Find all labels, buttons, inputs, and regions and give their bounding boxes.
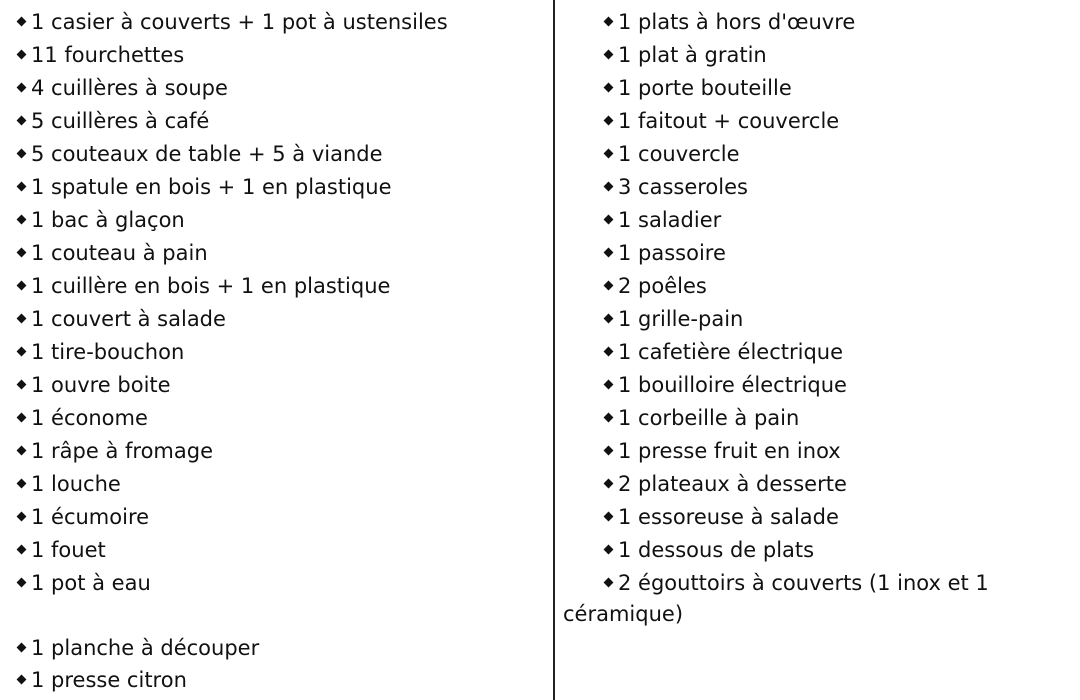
bullet-icon — [604, 17, 614, 27]
bullet-icon — [604, 347, 614, 357]
list-item: 2 poêles — [605, 270, 707, 303]
bullet-icon — [604, 182, 614, 192]
bullet-icon — [17, 248, 27, 258]
bullet-icon — [604, 578, 614, 588]
bullet-icon — [604, 50, 614, 60]
bullet-icon — [17, 512, 27, 522]
column-divider — [553, 0, 555, 700]
bullet-icon — [604, 83, 614, 93]
list-item: 1 pot à eau — [18, 567, 151, 600]
bullet-icon — [17, 578, 27, 588]
bullet-icon — [17, 83, 27, 93]
bullet-icon — [17, 215, 27, 225]
list-item: 1 faitout + couvercle — [605, 105, 839, 138]
list-item: 1 louche — [18, 468, 121, 501]
bullet-icon — [604, 248, 614, 258]
list-item: 1 essoreuse à salade — [605, 501, 839, 534]
list-item: 1 presse fruit en inox — [605, 435, 841, 468]
bullet-icon — [17, 479, 27, 489]
bullet-icon — [604, 281, 614, 291]
list-item: 1 bac à glaçon — [18, 204, 185, 237]
list-item: 1 saladier — [605, 204, 721, 237]
list-item: 2 plateaux à desserte — [605, 468, 847, 501]
list-item: 1 râpe à fromage — [18, 435, 213, 468]
list-item: 1 cuillère en bois + 1 en plastique — [18, 270, 390, 303]
bullet-icon — [604, 512, 614, 522]
list-item: 1 bouilloire électrique — [605, 369, 847, 402]
bullet-icon — [17, 314, 27, 324]
bullet-icon — [17, 380, 27, 390]
bullet-icon — [17, 182, 27, 192]
list-item: 1 spatule en bois + 1 en plastique — [18, 171, 392, 204]
list-item: 4 cuillères à soupe — [18, 72, 228, 105]
bullet-icon — [17, 50, 27, 60]
list-item: 1 dessous de plats — [605, 534, 814, 567]
list-item: 2 égouttoirs à couverts (1 inox et 1 — [605, 567, 989, 600]
bullet-icon — [17, 149, 27, 159]
bullet-icon — [604, 446, 614, 456]
bullet-icon — [17, 643, 27, 653]
list-item-continuation: céramique) — [563, 602, 684, 626]
bullet-icon — [604, 215, 614, 225]
bullet-icon — [604, 413, 614, 423]
list-item: 1 écumoire — [18, 501, 149, 534]
bullet-icon — [17, 347, 27, 357]
list-item: 5 cuillères à café — [18, 105, 209, 138]
list-item: 5 couteaux de table + 5 à viande — [18, 138, 383, 171]
list-item: 1 tire-bouchon — [18, 336, 184, 369]
list-item: 1 ouvre boite — [18, 369, 171, 402]
list-item: 1 passoire — [605, 237, 726, 270]
list-item: 1 couvert à salade — [18, 303, 226, 336]
bullet-icon — [17, 446, 27, 456]
list-item: 1 casier à couverts + 1 pot à ustensiles — [18, 6, 448, 39]
bullet-icon — [604, 479, 614, 489]
bullet-icon — [17, 116, 27, 126]
bullet-icon — [604, 545, 614, 555]
list-item: 1 fouet — [18, 534, 106, 567]
list-item: 1 plats à hors d'œuvre — [605, 6, 855, 39]
list-item: 1 économe — [18, 402, 148, 435]
list-item: 1 couvercle — [605, 138, 740, 171]
bullet-icon — [17, 545, 27, 555]
list-item: 11 fourchettes — [18, 39, 184, 72]
list-item: 1 corbeille à pain — [605, 402, 799, 435]
list-item: 1 couteau à pain — [18, 237, 208, 270]
bullet-icon — [604, 149, 614, 159]
bullet-icon — [17, 413, 27, 423]
list-item: 1 plat à gratin — [605, 39, 767, 72]
bullet-icon — [17, 675, 27, 685]
bullet-icon — [604, 380, 614, 390]
list-item: 1 cafetière électrique — [605, 336, 843, 369]
bullet-icon — [604, 314, 614, 324]
list-item: 1 grille-pain — [605, 303, 743, 336]
list-item: 1 porte bouteille — [605, 72, 792, 105]
list-item: 3 casseroles — [605, 171, 748, 204]
bullet-icon — [604, 116, 614, 126]
bullet-icon — [17, 281, 27, 291]
list-item: 1 presse citron — [18, 664, 187, 697]
list-item: 1 planche à découper — [18, 632, 259, 665]
bullet-icon — [17, 17, 27, 27]
